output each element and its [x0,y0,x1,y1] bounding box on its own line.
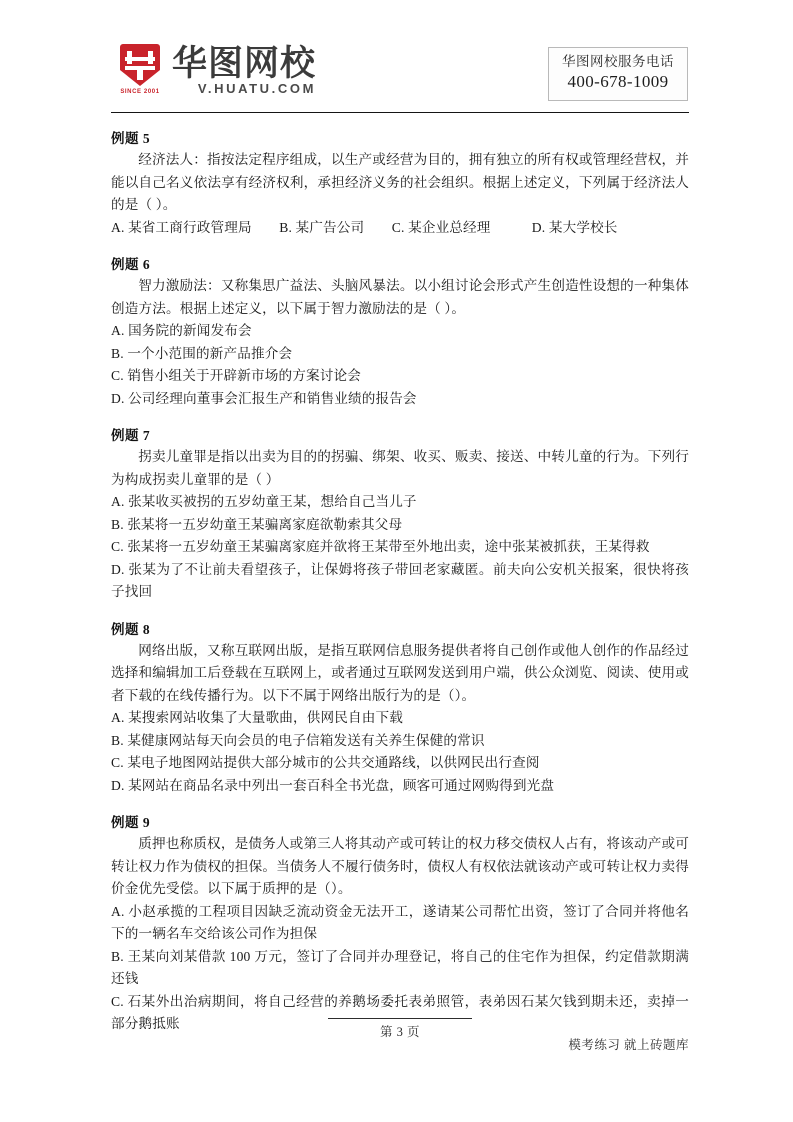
emblem-stroke-middle [125,57,155,61]
question-title: 例题 5 [111,131,151,146]
brand-url-en: V.HUATU.COM [197,81,317,96]
option-row: C. 石某外出治病期间，将自己经营的养鹅场委托表弟照管，表弟因石某欠钱到期未还，卖掉一部分鹅抵账 [111,993,689,1031]
option-row: B. 一个小范围的新产品推介会 [111,345,293,361]
footer-slogan: 模考练习 就上砖题库 [568,1038,689,1052]
option-row: A. 某搜索网站收集了大量歌曲，供网民自由下载 [111,710,403,725]
page-footer [111,1018,689,1058]
page-number: 第 3 页 [379,1025,420,1039]
option-row: D. 张某为了不让前夫看望孩子，让保姆将孩子带回老家藏匿。前夫向公安机关报案，很快将孩子找回 [111,561,689,599]
service-phone-label: 华图网校服务电话 [562,54,674,69]
question-options [111,217,689,240]
option-row: B. 张某将一五岁幼童王某骗离家庭欲勒索其父母 [111,516,403,532]
question-stem: 智力激励法：又称集思广益法、头脑风暴法。以小组讨论会形式产生创造性设想的一种集体创造方法。根据上述定义，以下属于智力激励法的是（ ）。 [111,278,689,316]
huatu-shield-icon [120,44,160,86]
question-block-9 [111,811,689,1036]
brand-wordmark [172,44,316,96]
question-title: 例题 6 [111,257,151,272]
question-title: 例题 8 [111,621,151,637]
question-stem: 质押也称质权，是债务人或第三人将其动产或可转让的权力移交债权人占有，将该动产或可转让权力作为债权的担保。当债务人不履行债务时，债权人有权依法就该动产或可转让权力卖得价金优先受偿。以下属于质押的是（）。 [111,836,689,896]
question-title: 例题 7 [111,428,151,443]
question-options [111,707,689,797]
brand-logo [111,44,316,96]
option-row: C. 销售小组关于开辟新市场的方案讨论会 [111,368,361,383]
option-row: A. 某省工商行政管理局 B. 某广告公司 C. 某企业总经理 D. 某大学校长 [111,219,618,235]
question-stem: 网络出版，又称互联网出版，是指互联网信息服务提供者将自己创作或他人创作的作品经过选择和编辑加工后登载在互联网上，或者通过互联网发送到用户端，供公众浏览、阅读、使用或者下载的在线传播行为。以下不属于网络出版行为的是（）。 [111,642,689,703]
page-content [111,0,689,1036]
service-phone-number: 400-678-1009 [567,72,669,92]
question-stem: 经济法人：指按法定程序组成，以生产或经营为目的，拥有独立的所有权或管理经营权，并能以自己名义依法享有经济权利，承担经济义务的社会组织。根据上述定义，下列属于经济法人的是（ ）。 [111,152,689,212]
option-row: A. 国务院的新闻发布会 [111,323,252,338]
option-row: A. 张某收买被拐的五岁幼童王某，想给自己当儿子 [111,494,417,509]
question-block-7 [111,424,689,604]
question-stem: 拐卖儿童罪是指以出卖为目的的拐骗、绑架、收买、贩卖、接送、中转儿童的行为。下列行为构成拐卖儿童罪的是（ ） [111,449,689,487]
option-row: B. 王某向刘某借款 100 万元，签订了合同并办理登记，将自己的住宅作为担保，约定借款期满还钱 [111,948,689,986]
footer-page-group [328,1018,472,1040]
option-row: B. 某健康网站每天向会员的电子信箱发送有关养生保健的常识 [111,732,485,748]
header-divider [111,112,689,113]
since-label: SINCE 2001 [120,89,160,95]
question-options [111,491,689,604]
question-block-5 [111,127,689,239]
service-phone-box [548,47,688,101]
option-row: C. 某电子地图网站提供大部分城市的公共交通路线，以供网民出行查阅 [111,755,540,770]
question-options [111,320,689,410]
page-header [111,44,689,112]
emblem-stroke-stem [137,66,143,80]
option-row: D. 公司经理向董事会汇报生产和销售业绩的报告会 [111,390,417,406]
footer-divider [328,1018,472,1019]
question-title: 例题 9 [111,815,151,830]
option-row: C. 张某将一五岁幼童王某骗离家庭并欲将王某带至外地出卖，途中张某被抓获，王某得救 [111,539,650,554]
question-block-6 [111,253,689,410]
question-block-8 [111,618,689,798]
option-row: A. 小赵承揽的工程项目因缺乏流动资金无法开工，遂请某公司帮忙出资，签订了合同并将他名下的一辆名车交给该公司作为担保 [111,903,689,941]
huatu-emblem-wrap [117,44,163,95]
brand-name-cn: 华图网校 [172,44,317,83]
option-row: D. 某网站在商品名录中列出一套百科全书光盘，顾客可通过网购得到光盘 [111,777,555,793]
question-options [111,901,689,1036]
